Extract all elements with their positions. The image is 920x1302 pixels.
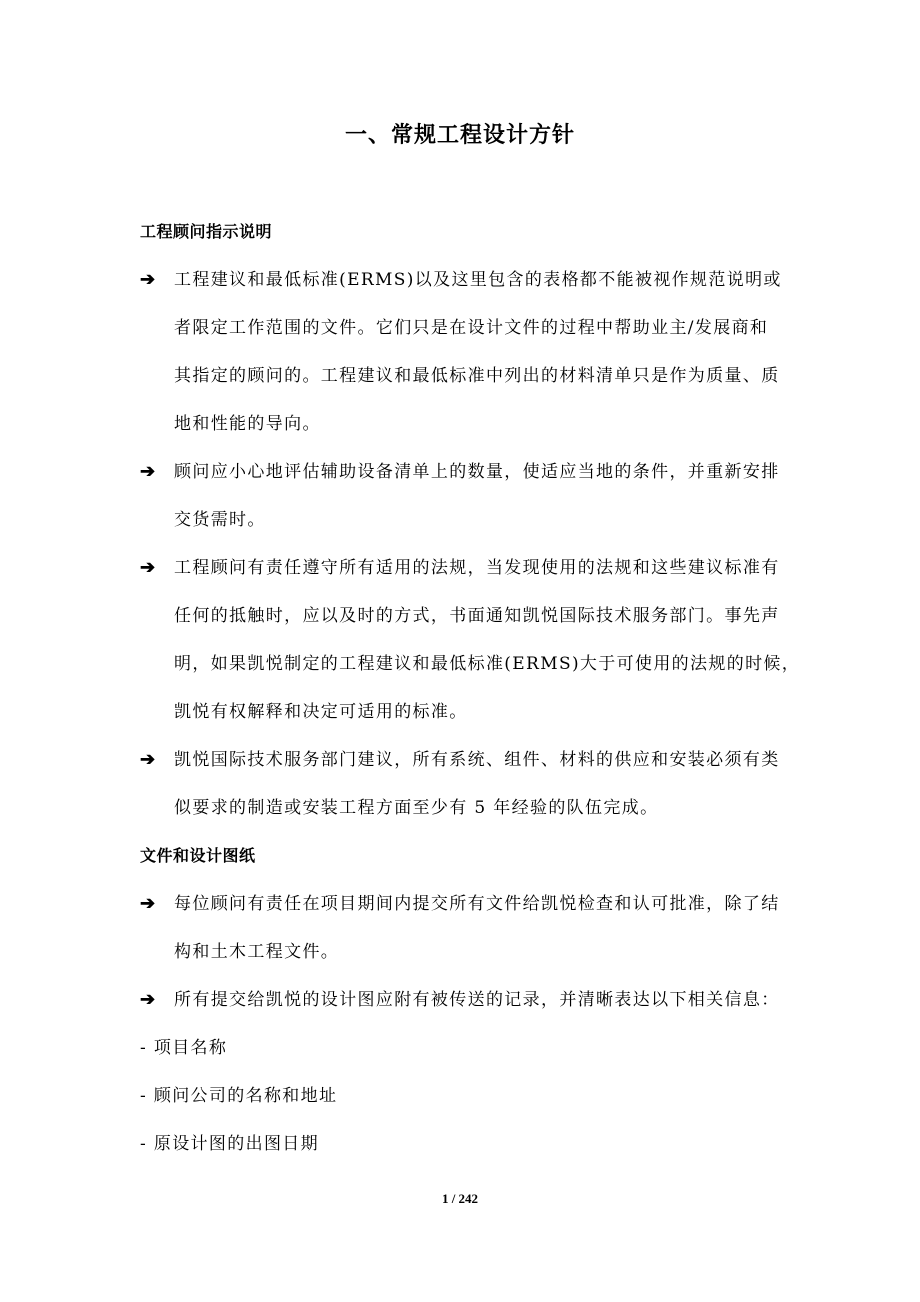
text-line: 似要求的制造或安装工程方面至少有 5 年经验的队伍完成。 [174,798,659,818]
bullet-item [140,976,800,1024]
text-line: 凯悦国际技术服务部门建议，所有系统、组件、材料的供应和安装必须有类 [174,750,780,770]
text-line: 地和性能的导向。 [174,414,321,434]
text-line: 明，如果凯悦制定的工程建议和最低标准(ERMS)大于可使用的法规的时候， [174,654,801,674]
text-line: 者限定工作范围的文件。它们只是在设计文件的过程中帮助业主/发展商和 [174,318,769,338]
text-line: 顾问应小心地评估辅助设备清单上的数量，使适应当地的条件，并重新安排 [174,462,780,482]
text-line: 工程建议和最低标准(ERMS)以及这里包含的表格都不能被视作规范说明或 [174,270,782,290]
text-line: 其指定的顾问的。工程建议和最低标准中列出的材料清单只是作为质量、质 [174,366,780,386]
text-line: 工程顾问有责任遵守所有适用的法规，当发现使用的法规和这些建议标准有 [174,558,780,578]
dash-item: - 顾问公司的名称和地址 [140,1086,338,1106]
page-number: 1 / 242 [441,1191,479,1206]
bullet-item [140,880,800,976]
dash-item: - 项目名称 [140,1038,228,1058]
document-body [140,208,800,1168]
bullet-item [140,736,800,832]
text-line: 任何的抵触时，应以及时的方式，书面通知凯悦国际技术服务部门。事先声 [174,606,780,626]
arrow-right-icon: ➔ [140,461,157,482]
section-heading: 文件和设计图纸 [140,846,256,865]
arrow-right-icon: ➔ [140,557,157,578]
arrow-right-icon: ➔ [140,749,157,770]
text-line: 凯悦有权解释和决定可适用的标准。 [174,702,468,722]
arrow-right-icon: ➔ [140,989,157,1010]
page-title: 一、常规工程设计方针 [344,122,575,148]
section-heading: 工程顾问指示说明 [140,222,273,241]
bullet-item [140,256,800,448]
arrow-right-icon: ➔ [140,893,157,914]
arrow-right-icon: ➔ [140,269,157,290]
text-line: 每位顾问有责任在项目期间内提交所有文件给凯悦检查和认可批准，除了结 [174,894,780,914]
bullet-item [140,448,800,544]
text-line: 构和土木工程文件。 [174,942,340,962]
text-line: 交货需时。 [174,510,266,530]
bullet-item [140,544,800,736]
dash-item: - 原设计图的出图日期 [140,1134,319,1154]
text-line: 所有提交给凯悦的设计图应附有被传送的记录，并清晰表达以下相关信息： [174,990,780,1010]
